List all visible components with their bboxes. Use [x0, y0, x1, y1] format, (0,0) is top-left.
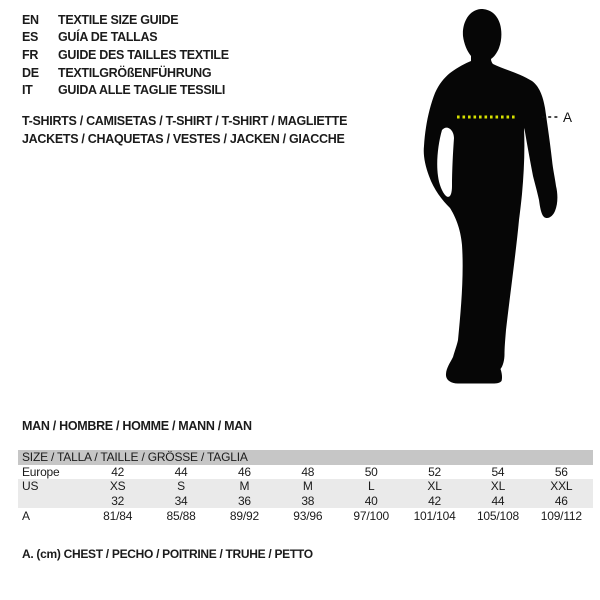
table-row-chest-a [18, 508, 593, 523]
table-cell: 93/96 [293, 508, 323, 523]
table-cell: 56 [554, 464, 568, 479]
language-label: TEXTILGRÖßENFÜHRUNG [58, 65, 212, 80]
language-row-fr [22, 46, 229, 64]
table-cell: 89/92 [229, 508, 259, 523]
row-label: US [22, 479, 39, 494]
language-code: IT [22, 83, 33, 98]
table-cell: 44 [491, 494, 505, 509]
table-cell: M [239, 479, 250, 494]
table-cell: 42 [428, 494, 442, 509]
language-list [22, 11, 229, 99]
gender-heading: MAN / HOMBRE / HOMME / MANN / MAN [22, 419, 252, 433]
category-jackets: JACKETS / CHAQUETAS / VESTES / JACKEN / GIACCHE [22, 131, 345, 146]
row-label: Europe [22, 464, 60, 479]
table-cell: M [302, 479, 313, 494]
table-cell: 97/100 [353, 508, 389, 523]
language-label: TEXTILE SIZE GUIDE [58, 12, 179, 27]
table-cell: XL [427, 479, 442, 494]
category-tshirts: T-SHIRTS / CAMISETAS / T-SHIRT / T-SHIRT / MAGLIETTE [22, 114, 348, 128]
language-code: DE [22, 65, 39, 80]
man-silhouette-shape [424, 9, 558, 384]
table-cell: 105/108 [476, 508, 519, 523]
table-cell: XL [490, 479, 506, 494]
table-cell: 32 [111, 494, 125, 509]
table-cell: 40 [364, 494, 378, 509]
language-row-de [22, 64, 229, 82]
measurement-label: A [563, 110, 573, 125]
language-row-es [22, 29, 229, 47]
table-cell: S [177, 479, 185, 494]
table-cell: 34 [174, 494, 188, 509]
size-table [18, 450, 593, 523]
table-cell: XS [109, 479, 126, 494]
language-code: EN [22, 12, 39, 27]
language-row-en [22, 11, 229, 29]
table-cell: 46 [554, 494, 568, 509]
table-cell: 38 [301, 494, 315, 509]
language-code: FR [22, 47, 39, 62]
language-label: GUIDA ALLE TAGLIE TESSILI [58, 83, 226, 98]
size-table-header-row [18, 450, 593, 465]
category-headings [22, 113, 347, 149]
table-cell: 54 [491, 464, 505, 479]
table-cell: 46 [237, 464, 251, 479]
table-cell: 109/112 [540, 508, 582, 523]
language-label: GUIDE DES TAILLES TEXTILE [58, 47, 229, 62]
table-cell: XXL [550, 479, 573, 494]
table-cell: 85/88 [166, 508, 196, 523]
table-row-europe [18, 465, 593, 480]
table-cell: 50 [364, 464, 378, 479]
size-table-header: SIZE / TALLA / TAILLE / GRÖSSE / TAGLIA [22, 450, 248, 465]
man-silhouette-figure [400, 0, 585, 400]
language-label: GUÍA DE TALLAS [58, 30, 158, 45]
table-row-us-numeric [18, 494, 593, 509]
table-row-us [18, 479, 593, 494]
row-label: A [22, 508, 30, 523]
table-cell: L [367, 479, 375, 494]
table-cell: 44 [174, 464, 188, 479]
table-cell: 52 [428, 464, 442, 479]
table-cell: 101/104 [413, 508, 456, 523]
table-cell: 36 [237, 494, 251, 509]
language-row-it [22, 81, 229, 99]
table-cell: 42 [111, 464, 125, 479]
table-cell: 48 [301, 464, 315, 479]
table-cell: 81/84 [103, 508, 133, 523]
man-silhouette [400, 0, 585, 400]
measurement-footnote: A. (cm) CHEST / PECHO / POITRINE / TRUHE / PETTO [22, 547, 313, 561]
language-code: ES [22, 30, 39, 45]
